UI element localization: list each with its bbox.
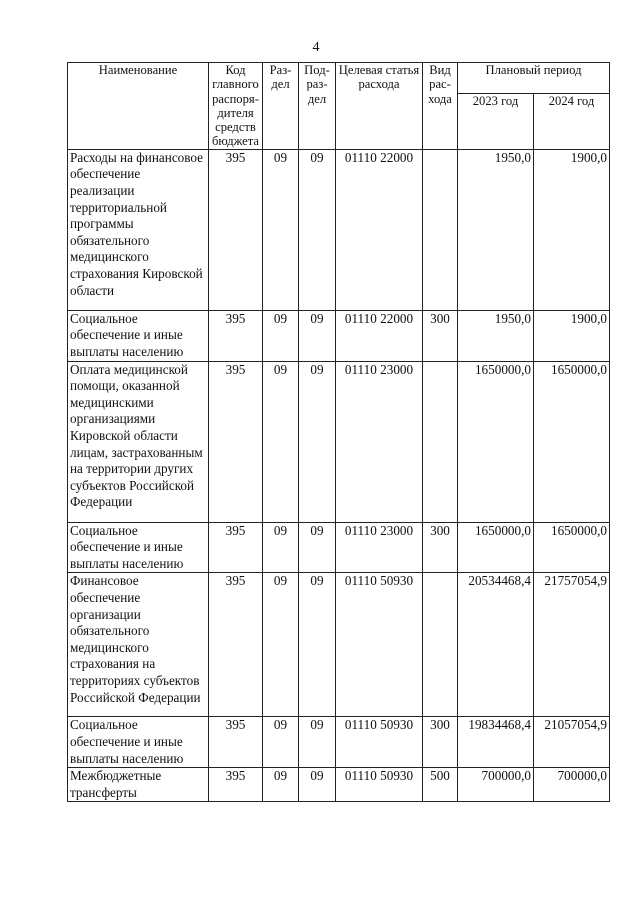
row-type: 300 [423,522,458,573]
header-year-2024: 2024 год [534,94,610,150]
row-2023: 19834468,4 [458,717,534,768]
row-name: Финансовое обеспечение организации обязательного медицинского страхования на территориях субъектов Российской Федерации [68,573,209,717]
row-type [423,361,458,522]
row-2024: 1650000,0 [534,522,610,573]
row-subsection: 09 [299,573,336,717]
row-target: 01110 22000 [336,310,423,361]
row-2024: 21757054,9 [534,573,610,717]
row-2024: 1650000,0 [534,361,610,522]
row-section: 09 [263,717,299,768]
row-2023: 20534468,4 [458,573,534,717]
row-section: 09 [263,573,299,717]
table-row [68,361,610,522]
row-target: 01110 22000 [336,149,423,310]
row-2023: 1950,0 [458,310,534,361]
table-row [68,522,610,573]
row-subsection: 09 [299,768,336,802]
header-year-2023: 2023 год [458,94,534,150]
row-target: 01110 50930 [336,717,423,768]
header-section: Раз-дел [263,63,299,150]
row-2023: 1650000,0 [458,522,534,573]
row-code: 395 [209,310,263,361]
row-subsection: 09 [299,149,336,310]
row-target: 01110 50930 [336,573,423,717]
row-subsection: 09 [299,310,336,361]
row-name: Социальное обеспечение и иные выплаты населению [68,717,209,768]
row-section: 09 [263,310,299,361]
row-2024: 1900,0 [534,149,610,310]
row-type: 300 [423,310,458,361]
table-row [68,310,610,361]
header-target-item: Целевая статья расхода [336,63,423,150]
row-code: 395 [209,768,263,802]
row-subsection: 09 [299,717,336,768]
table-row [68,768,610,802]
row-2024: 1900,0 [534,310,610,361]
row-2023: 1950,0 [458,149,534,310]
table-row [68,717,610,768]
row-2024: 700000,0 [534,768,610,802]
row-name: Социальное обеспечение и иные выплаты населению [68,522,209,573]
row-code: 395 [209,717,263,768]
row-section: 09 [263,522,299,573]
header-main-admin-code: Код главного распоря-дителя средств бюджета [209,63,263,150]
row-code: 395 [209,573,263,717]
row-code: 395 [209,361,263,522]
page-number: 4 [312,40,320,55]
row-target: 01110 23000 [336,361,423,522]
row-name: Социальное обеспечение и иные выплаты населению [68,310,209,361]
row-subsection: 09 [299,522,336,573]
row-code: 395 [209,149,263,310]
header-expense-type: Вид рас-хода [423,63,458,150]
row-type [423,149,458,310]
row-name: Расходы на финансовое обеспечение реализации территориальной программы обязательного медицинского страхования Кировской области [68,149,209,310]
row-name: Межбюджетные трансферты [68,768,209,802]
row-type [423,573,458,717]
header-name: Наименование [68,63,209,150]
row-subsection: 09 [299,361,336,522]
row-2023: 1650000,0 [458,361,534,522]
header-planning-period: Плановый период [458,63,610,94]
budget-table [67,62,610,802]
row-target: 01110 50930 [336,768,423,802]
row-code: 395 [209,522,263,573]
row-2024: 21057054,9 [534,717,610,768]
row-type: 500 [423,768,458,802]
row-target: 01110 23000 [336,522,423,573]
row-section: 09 [263,361,299,522]
row-type: 300 [423,717,458,768]
header-subsection: Под-раз-дел [299,63,336,150]
row-name: Оплата медицинской помощи, оказанной медицинскими организациями Кировской области лицам, застрахованным на территории других субъектов Российской Федерации [68,361,209,522]
row-section: 09 [263,768,299,802]
row-section: 09 [263,149,299,310]
table-row [68,149,610,310]
row-2023: 700000,0 [458,768,534,802]
table-row [68,573,610,717]
